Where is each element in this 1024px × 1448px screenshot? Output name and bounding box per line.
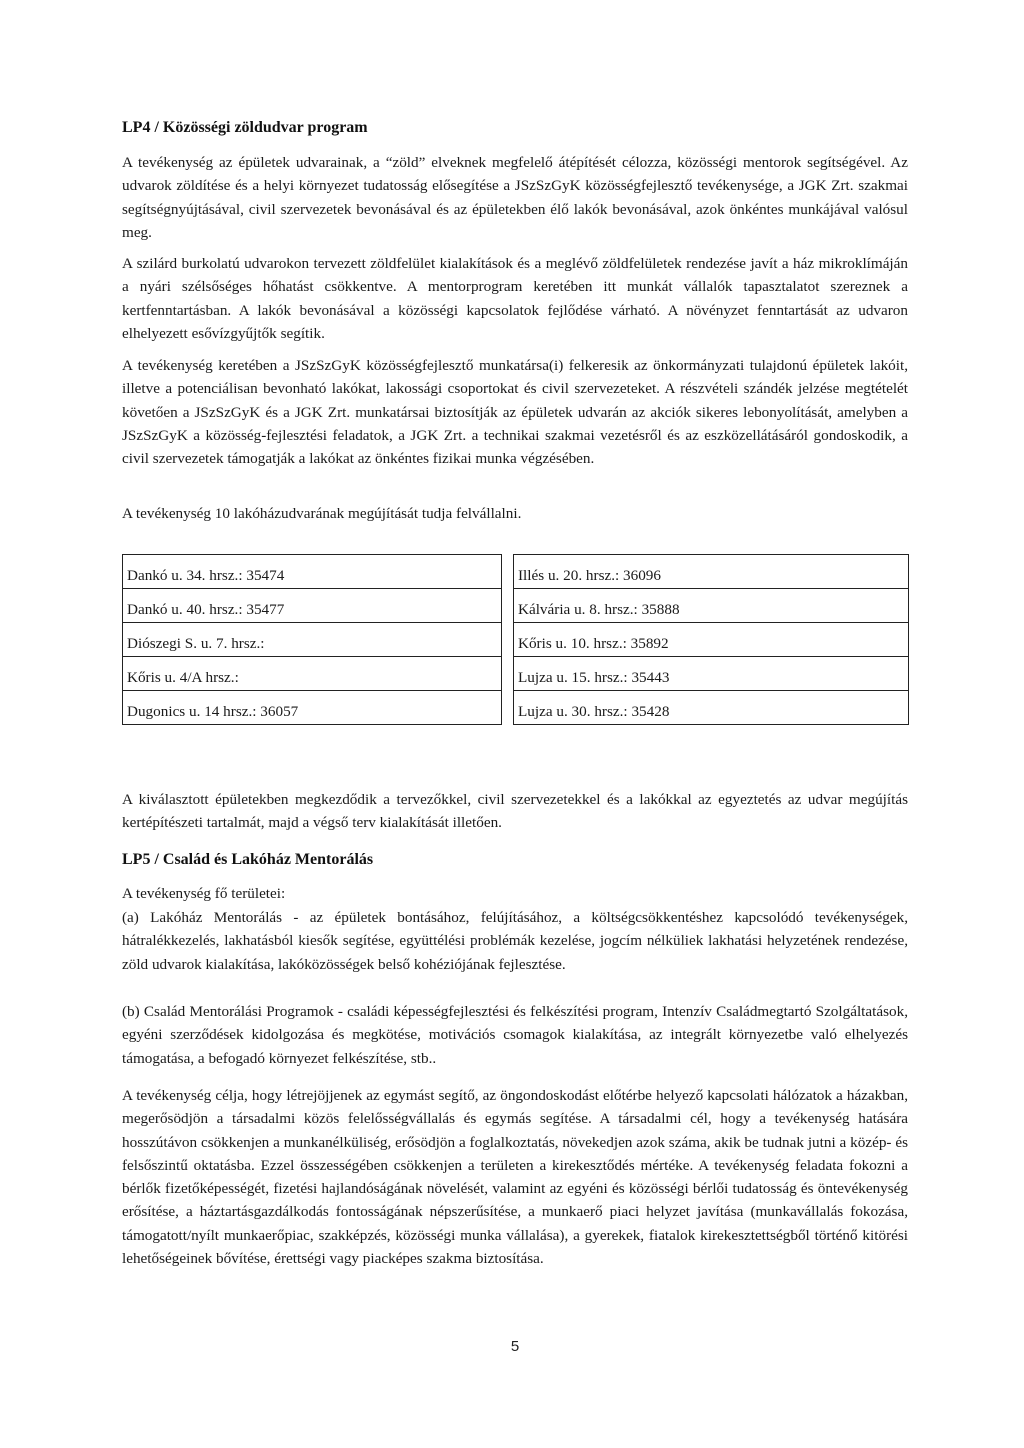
lp4-heading: LP4 / Közösségi zöldudvar program — [122, 119, 368, 136]
table-row — [123, 623, 909, 657]
table-row — [123, 691, 909, 725]
address-cell: Diószegi S. u. 7. hrsz.: — [123, 623, 502, 657]
address-cell: Kálvária u. 8. hrsz.: 35888 — [514, 589, 909, 623]
lp5-intro: A tevékenység fő területei: — [122, 885, 286, 902]
table-row — [123, 589, 909, 623]
address-cell: Dankó u. 34. hrsz.: 35474 — [123, 555, 502, 589]
address-cell: Kőris u. 10. hrsz.: 35892 — [514, 623, 909, 657]
table-row — [123, 657, 909, 691]
table-row — [123, 555, 909, 589]
lp4-paragraph-4: A tevékenység 10 lakóházudvarának megújítását tudja felvállalni. — [122, 505, 522, 522]
page-number: 5 — [510, 1338, 520, 1355]
lp4-paragraph-3: A tevékenység keretében a JSzSzGyK közösségfejlesztő munkatársa(i) felkeresik az önkormányzati tulajdonú épületek lakóit, illetve a potenciálisan bevonható lakókat, lakossági csoportokat és civil szervezeteket. A részvételi szándék jelzése megtételét követően a JSzSzGyK és a JGK Zrt. munkatársai biztosítják az épületek udvarán az akciók sikeres lebonyolítását, amelyben a JSzSzGyK a közösség-fejlesztési feladatok, a JGK Zrt. a technikai szakmai vezetésről és az eszközellátásáról gondoskodik, a civil szervezetek támogatják a lakókat az önkéntes fizikai munka végzésében. — [122, 357, 908, 468]
lp4-paragraph-1: A tevékenység az épületek udvarainak, a “zöld” elveknek megfelelő átépítését célozza, közösségi mentorok segítségével. Az udvarok zöldítése és a helyi környezet tudatosság elősegítése a JSzSzGyK közösségfejlesztő tevékenysége, a JGK Zrt. szakmai segítségnyújtásával, civil szervezetek bevonásával és az épületekben élő lakók bevonásával, azok önkéntes munkájával valósul meg. — [122, 154, 908, 241]
lp4-closing-paragraph: A kiválasztott épületekben megkezdődik a tervezőkkel, civil szervezetekkel és a lakókkal az egyeztetés az udvar megújítás kertépítészeti tartalmát, majd a végső terv kialakítását illetően. — [122, 791, 908, 832]
address-cell: Kőris u. 4/A hrsz.: — [123, 657, 502, 691]
address-cell: Illés u. 20. hrsz.: 36096 — [514, 555, 909, 589]
lp5-goal-paragraph: A tevékenység célja, hogy létrejöjjenek az egymást segítő, az öngondoskodást előtérbe helyező kapcsolati hálózatok a házakban, megerősödjön a társadalmi közös felelősségvállalás és egymás segítése. A társadalmi cél, hogy a tevékenység hatására hosszútávon csökkenjen a munkanélküliség, erősödjön a foglalkoztatás, növekedjen azok száma, akik be tudnak jutni a közép- és felsőszintű oktatásba. Ezzel összességében csökkenjen a területen a kirekesztődés mértéke. A tevékenység feladata fokozni a bérlők fizetőképességét, fizetési hajlandóságának növelését, valamint az egyéni és közösségi bérlői tudatosság és öntevékenység erősítése, a háztartásgazdálkodás fontosságának népszerűsítése, a munkaerő piaci helyzet javítása (munkavállalás fokozása, támogatott/nyílt munkaerőpiac, szakképzés, közösségi munka vállalása), a gyerekek, fiatalok kirekesztettségből történő kitörési lehetőségeinek bővítése, érettségi vagy piacképes szakma biztosítása. — [122, 1087, 908, 1268]
address-cell: Lujza u. 15. hrsz.: 35443 — [514, 657, 909, 691]
lp4-paragraph-2: A szilárd burkolatú udvarokon tervezett zöldfelület kialakítások és a meglévő zöldfelületek rendezése javít a ház mikroklímáján a nyári szélsőséges hőhatást csökkentve. A mentorprogram keretében itt munkát vállalók tapasztalatot szereznek a kertfenntartásban. A lakók bevonásával a közösségi kapcsolatok fejlődése várható. A növényzet fenntartását az udvaron elhelyezett esővízgyűjtők segítik. — [122, 255, 908, 342]
lp5-item-b: (b) Család Mentorálási Programok - családi képességfejlesztési és felkészítési program, Intenzív Családmegtartó Szolgáltatások, egyéni szerződések kidolgozása és megkötése, motivációs csomagok kialakítása, az integrált környezetbe való elhelyezés támogatása, a befogadó környezet felkészítése, stb.. — [122, 1003, 908, 1067]
address-table — [122, 554, 909, 725]
lp5-item-a: (a) Lakóház Mentorálás - az épületek bontásához, felújításához, a költségcsökkentéshez kapcsolódó tevékenységek, hátralékkezelés, lakhatásból kiesők segítése, együttélési problémák kezelése, jogcím nélküliek lakhatási helyzetének rendezése, zöld udvarok kialakítása, lakóközösségek belső kohéziójának fejlesztése. — [122, 909, 908, 973]
address-cell: Dugonics u. 14 hrsz.: 36057 — [123, 691, 502, 725]
lp5-heading: LP5 / Család és Lakóház Mentorálás — [122, 851, 374, 868]
address-cell: Lujza u. 30. hrsz.: 35428 — [514, 691, 909, 725]
address-cell: Dankó u. 40. hrsz.: 35477 — [123, 589, 502, 623]
